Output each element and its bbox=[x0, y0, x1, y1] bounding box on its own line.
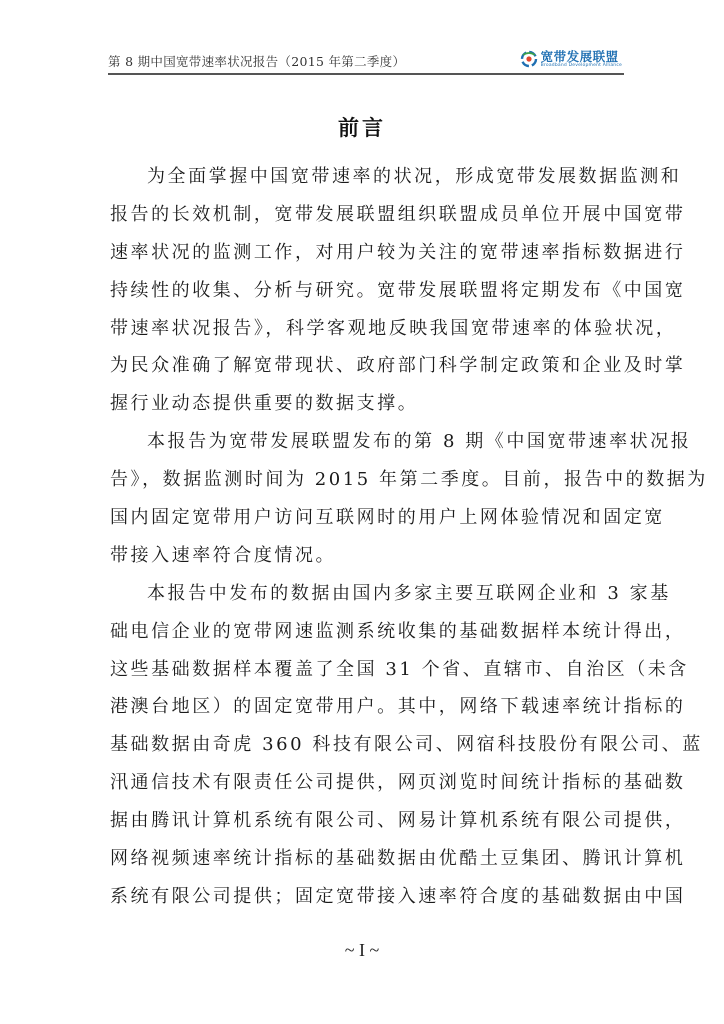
broadband-alliance-logo-icon bbox=[519, 49, 539, 69]
paragraph-1-line-4: 持续性的收集、分析与研究。宽带发展联盟将定期发布《中国宽 bbox=[110, 279, 686, 301]
paragraph-2-line-2: 告》，数据监测时间为 2015 年第二季度。目前，报告中的数据为 bbox=[110, 469, 708, 491]
paragraph-1-line-5: 带速率状况报告》，科学客观地反映我国宽带速率的体验状况， bbox=[110, 317, 677, 339]
paragraph-3-line-2: 础电信企业的宽带网速监测系统收集的基础数据样本统计得出， bbox=[110, 620, 686, 642]
paragraph-3-line-4: 港澳台地区）的固定宽带用户。其中，网络下载速率统计指标的 bbox=[110, 696, 686, 718]
paragraph-3-line-1: 本报告中发布的数据由国内多家主要互联网企业和 3 家基 bbox=[147, 582, 671, 604]
running-header bbox=[108, 48, 622, 72]
paragraph-1-line-6: 为民众准确了解宽带现状、政府部门科学制定政策和企业及时掌 bbox=[110, 355, 686, 377]
paragraph-1-line-1: 为全面掌握中国宽带速率的状况，形成宽带发展数据监测和 bbox=[147, 166, 682, 187]
paragraph-1-line-7: 握行业动态提供重要的数据支撑。 bbox=[110, 393, 419, 415]
paragraph-2-line-1: 本报告为宽带发展联盟发布的第 8 期《中国宽带速率状况报 bbox=[147, 431, 692, 453]
paragraph-1-line-3: 速率状况的监测工作，对用户较为关注的宽带速率指标数据进行 bbox=[110, 241, 686, 263]
logo-name-en: Broadband Development Alliance bbox=[540, 62, 622, 68]
paragraph-3-line-7: 据由腾讯计算机系统有限公司、网易计算机系统有限公司提供， bbox=[110, 810, 686, 832]
document-body bbox=[110, 158, 708, 916]
paragraph-3-line-8: 网络视频速率统计指标的基础数据由优酷土豆集团、腾讯计算机 bbox=[110, 848, 686, 870]
paragraph-3-line-9: 系统有限公司提供；固定宽带接入速率符合度的基础数据由中国 bbox=[110, 885, 686, 907]
paragraph-3-line-3: 这些基础数据样本覆盖了全国 31 个省、直辖市、自治区（未含 bbox=[110, 658, 689, 680]
header-title: 第 8 期中国宽带速率状况报告（2015 年第二季度） bbox=[108, 54, 406, 69]
page-number: ~ I ~ bbox=[344, 940, 380, 960]
paragraph-1-line-2: 报告的长效机制，宽带发展联盟组织联盟成员单位开展中国宽带 bbox=[110, 203, 686, 225]
page-title: 前言 bbox=[338, 116, 386, 140]
paragraph-3-line-5: 基础数据由奇虎 360 科技有限公司、网宿科技股份有限公司、蓝 bbox=[110, 734, 703, 756]
paragraph-2-line-3: 国内固定宽带用户访问互联网时的用户上网体验情况和固定宽 bbox=[110, 507, 665, 529]
paragraph-2-line-4: 带接入速率符合度情况。 bbox=[110, 544, 337, 566]
logo-name-cn: 宽带发展联盟 bbox=[540, 48, 619, 64]
paragraph-3-line-6: 汛通信技术有限责任公司提供，网页浏览时间统计指标的基础数 bbox=[110, 772, 686, 794]
header-divider bbox=[108, 73, 624, 75]
alliance-logo bbox=[519, 48, 622, 70]
